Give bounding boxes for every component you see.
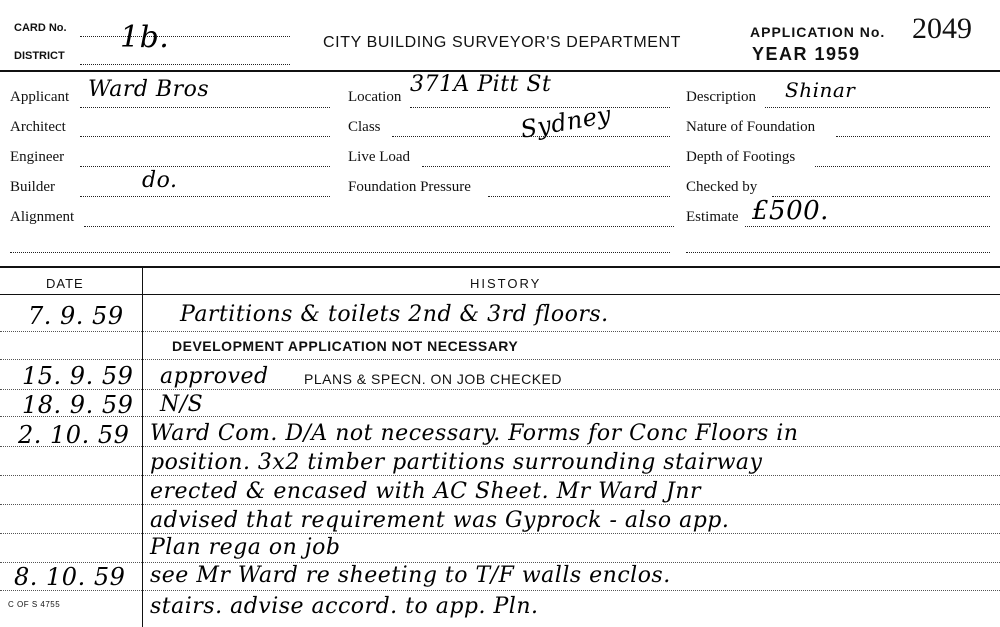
card-no-label: CARD No. (14, 22, 67, 34)
entry-date: 18. 9. 59 (22, 391, 134, 419)
class-label: Class (348, 119, 381, 135)
description-line (765, 107, 990, 108)
department-title: CITY BUILDING SURVEYOR'S DEPARTMENT (323, 34, 682, 51)
estimate-line-2 (686, 252, 990, 253)
alignment-label: Alignment (10, 209, 75, 225)
live-load-label: Live Load (348, 149, 411, 165)
ruled-line (0, 475, 1000, 476)
architect-line (80, 136, 330, 137)
applicant-line (80, 107, 330, 108)
estimate-line (745, 226, 990, 227)
alignment-line (84, 226, 674, 227)
engineer-label: Engineer (10, 149, 65, 165)
location-line (410, 107, 670, 108)
entry-text: Partitions & toilets 2nd & 3rd floors. (180, 302, 609, 327)
entry-text: approved (160, 364, 269, 389)
nature-label: Nature of Foundation (686, 119, 816, 135)
district-label: DISTRICT (14, 50, 65, 62)
entry-date: 15. 9. 59 (22, 362, 134, 390)
entry-date: 8. 10. 59 (14, 563, 126, 591)
depth-label: Depth of Footings (686, 149, 796, 165)
location-value: 371A Pitt St (410, 72, 552, 97)
location-label: Location (348, 89, 402, 105)
entry-date: 2. 10. 59 (18, 421, 130, 449)
entry-text: N/S (160, 392, 204, 417)
ruled-line (0, 331, 1000, 332)
nature-line (836, 136, 990, 137)
history-header: HISTORY (470, 276, 542, 291)
estimate-value: £500. (752, 196, 829, 226)
builder-value: do. (142, 168, 178, 193)
entry-text: advised that requirement was Gyprock - also app. (150, 508, 730, 533)
foundation-pressure-label: Foundation Pressure (348, 179, 471, 195)
depth-line (815, 166, 990, 167)
application-no-label: APPLICATION No. (750, 24, 886, 40)
card-no-value: 1b. (120, 20, 170, 55)
class-value: Sydney (518, 100, 614, 144)
live-load-line (422, 166, 670, 167)
ruled-line (0, 590, 1000, 591)
checked-label: Checked by (686, 179, 758, 195)
applicant-value: Ward Bros (88, 77, 210, 102)
entry-text: position. 3x2 timber partitions surrounding stairway (150, 450, 763, 475)
estimate-label: Estimate (686, 209, 739, 225)
applicant-label: Applicant (10, 89, 70, 105)
entry-text: erected & encased with AC Sheet. Mr Ward Jnr (150, 479, 702, 504)
form-code: C OF S 4755 (8, 600, 61, 609)
plans-checked-stamp: PLANS & SPECN. ON JOB CHECKED (304, 371, 563, 387)
table-top-rule (0, 266, 1000, 268)
ruled-line (0, 446, 1000, 447)
ruled-line (0, 359, 1000, 360)
date-header: DATE (46, 276, 84, 291)
district-line (80, 64, 290, 65)
engineer-line (80, 166, 330, 167)
entry-text: see Mr Ward re sheeting to T/F walls enclos. (150, 563, 671, 588)
foundation-pressure-line (488, 196, 670, 197)
builder-label: Builder (10, 179, 55, 195)
entry-text: Plan rega on job (150, 535, 341, 560)
entry-text: stairs. advise accord. to app. Pln. (150, 594, 539, 619)
builder-line (80, 196, 330, 197)
ruled-line (0, 533, 1000, 534)
alignment-line-2 (10, 252, 670, 253)
ruled-line (0, 416, 1000, 417)
application-no: 2049 (912, 12, 972, 45)
table-header-rule (0, 294, 1000, 295)
architect-label: Architect (10, 119, 66, 135)
year: YEAR 1959 (752, 44, 861, 64)
entry-date: 7. 9. 59 (28, 302, 124, 330)
ruled-line (0, 389, 1000, 390)
development-stamp: DEVELOPMENT APPLICATION NOT NECESSARY (172, 338, 519, 354)
card-no-line (80, 36, 290, 37)
ruled-line (0, 504, 1000, 505)
description-value: Shinar (785, 78, 856, 102)
description-label: Description (686, 89, 756, 105)
entry-text: Ward Com. D/A not necessary. Forms for Conc Floors in (150, 421, 799, 446)
